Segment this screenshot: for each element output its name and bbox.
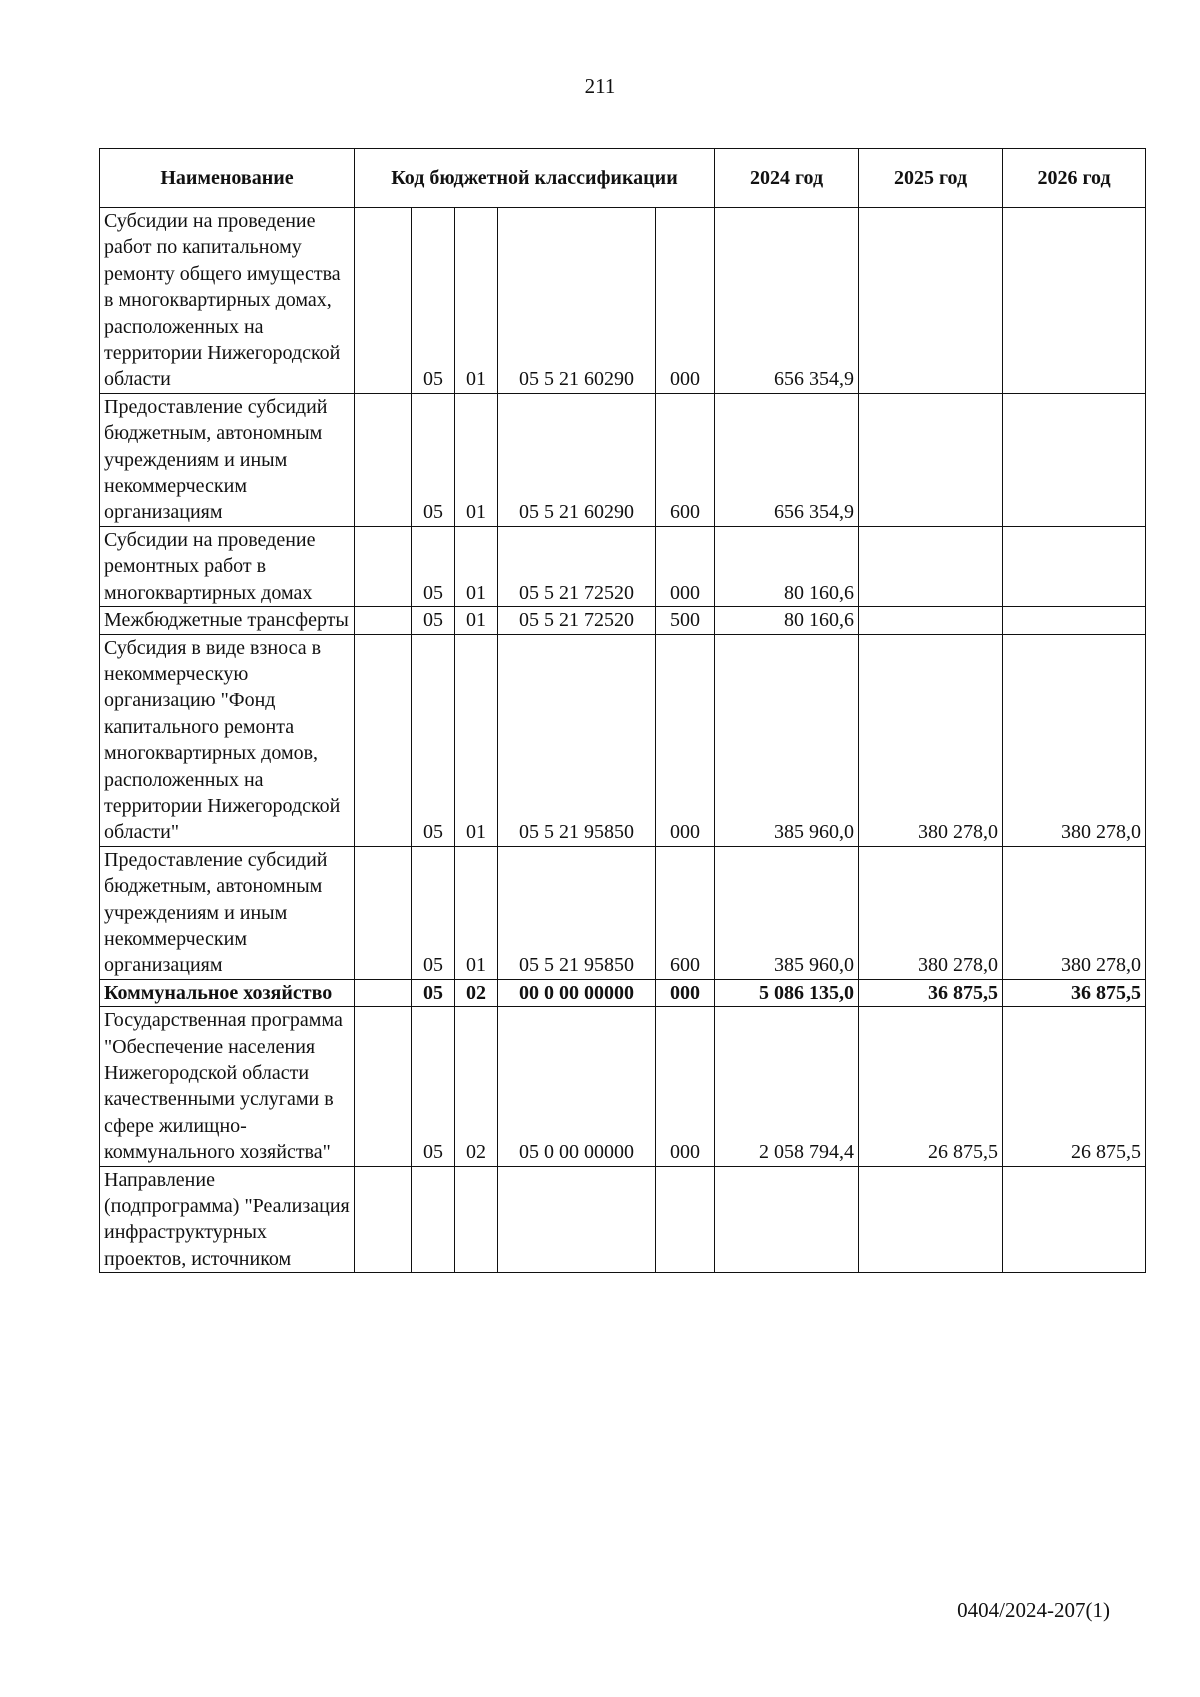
header-name: Наименование (100, 149, 355, 208)
cell-name: Направление (подпрограмма) "Реализация инфраструктурных проектов, источником (100, 1166, 355, 1273)
cell-target-article: 05 5 21 95850 (498, 846, 656, 979)
header-2026: 2026 год (1003, 149, 1146, 208)
cell-name: Предоставление субсидий бюджетным, автономным учреждениям и иным некоммерческим организациям (100, 846, 355, 979)
cell-subsection: 02 (455, 1007, 498, 1166)
document-code: 0404/2024-207(1) (957, 1598, 1110, 1622)
cell-expense-type: 000 (656, 208, 715, 394)
cell-subsection (455, 1166, 498, 1273)
cell-target-article: 05 5 21 72520 (498, 526, 656, 606)
cell-code-blank (355, 634, 412, 846)
cell-2024: 80 160,6 (715, 526, 859, 606)
cell-2024: 5 086 135,0 (715, 979, 859, 1006)
cell-section: 05 (412, 1007, 455, 1166)
cell-target-article: 05 5 21 72520 (498, 607, 656, 634)
table-row (100, 846, 1146, 979)
cell-subsection: 01 (455, 607, 498, 634)
cell-expense-type: 500 (656, 607, 715, 634)
cell-target-article (498, 1166, 656, 1273)
cell-subsection: 01 (455, 634, 498, 846)
cell-expense-type: 600 (656, 393, 715, 526)
header-2024: 2024 год (715, 149, 859, 208)
cell-code-blank (355, 607, 412, 634)
cell-2025: 380 278,0 (859, 634, 1003, 846)
cell-name: Субсидии на проведение ремонтных работ в многоквартирных домах (100, 526, 355, 606)
cell-2025 (859, 1166, 1003, 1273)
table-row (100, 1007, 1146, 1166)
cell-expense-type: 000 (656, 979, 715, 1006)
cell-code-blank (355, 208, 412, 394)
header-2025: 2025 год (859, 149, 1003, 208)
cell-section (412, 1166, 455, 1273)
cell-2026: 380 278,0 (1003, 846, 1146, 979)
table-row (100, 634, 1146, 846)
table-body (100, 208, 1146, 1273)
table-row (100, 393, 1146, 526)
cell-section: 05 (412, 208, 455, 394)
cell-2024: 385 960,0 (715, 634, 859, 846)
cell-2025 (859, 607, 1003, 634)
cell-subsection: 02 (455, 979, 498, 1006)
cell-section: 05 (412, 846, 455, 979)
cell-target-article: 05 5 21 95850 (498, 634, 656, 846)
cell-target-article: 05 5 21 60290 (498, 208, 656, 394)
cell-2024: 2 058 794,4 (715, 1007, 859, 1166)
cell-expense-type: 600 (656, 846, 715, 979)
cell-2024 (715, 1166, 859, 1273)
cell-code-blank (355, 979, 412, 1006)
table-row (100, 607, 1146, 634)
cell-2025 (859, 393, 1003, 526)
table-row (100, 208, 1146, 394)
cell-subsection: 01 (455, 208, 498, 394)
cell-2026 (1003, 1166, 1146, 1273)
cell-2026: 36 875,5 (1003, 979, 1146, 1006)
cell-2025: 380 278,0 (859, 846, 1003, 979)
cell-name: Субсидия в виде взноса в некоммерческую организацию "Фонд капитального ремонта многоквартирных домов, расположенных на территории Нижегородской области" (100, 634, 355, 846)
cell-code-blank (355, 1166, 412, 1273)
cell-subsection: 01 (455, 393, 498, 526)
cell-target-article: 05 0 00 00000 (498, 1007, 656, 1166)
cell-name: Коммунальное хозяйство (100, 979, 355, 1006)
cell-expense-type (656, 1166, 715, 1273)
cell-section: 05 (412, 526, 455, 606)
cell-2026: 26 875,5 (1003, 1007, 1146, 1166)
cell-code-blank (355, 1007, 412, 1166)
cell-subsection: 01 (455, 846, 498, 979)
cell-expense-type: 000 (656, 526, 715, 606)
cell-subsection: 01 (455, 526, 498, 606)
table-row (100, 979, 1146, 1006)
table-row (100, 526, 1146, 606)
cell-name: Государственная программа "Обеспечение населения Нижегородской области качественными услугами в сфере жилищно-коммунального хозяйства" (100, 1007, 355, 1166)
cell-name: Субсидии на проведение работ по капитальному ремонту общего имущества в многоквартирных домах, расположенных на территории Нижегородской области (100, 208, 355, 394)
cell-section: 05 (412, 634, 455, 846)
cell-2026 (1003, 208, 1146, 394)
cell-code-blank (355, 526, 412, 606)
header-code: Код бюджетной классификации (355, 149, 715, 208)
cell-name: Межбюджетные трансферты (100, 607, 355, 634)
cell-2025: 36 875,5 (859, 979, 1003, 1006)
cell-code-blank (355, 393, 412, 526)
cell-2024: 656 354,9 (715, 393, 859, 526)
cell-2025 (859, 526, 1003, 606)
cell-2026 (1003, 393, 1146, 526)
cell-2025: 26 875,5 (859, 1007, 1003, 1166)
cell-2024: 385 960,0 (715, 846, 859, 979)
cell-2026 (1003, 607, 1146, 634)
table-row (100, 1166, 1146, 1273)
cell-target-article: 05 5 21 60290 (498, 393, 656, 526)
cell-section: 05 (412, 979, 455, 1006)
budget-table (99, 148, 1146, 1273)
cell-section: 05 (412, 393, 455, 526)
cell-2026 (1003, 526, 1146, 606)
header-row (100, 149, 1146, 208)
cell-2025 (859, 208, 1003, 394)
page-number: 211 (584, 74, 616, 98)
cell-2024: 656 354,9 (715, 208, 859, 394)
cell-section: 05 (412, 607, 455, 634)
cell-name: Предоставление субсидий бюджетным, автономным учреждениям и иным некоммерческим организациям (100, 393, 355, 526)
cell-expense-type: 000 (656, 1007, 715, 1166)
cell-2026: 380 278,0 (1003, 634, 1146, 846)
cell-2024: 80 160,6 (715, 607, 859, 634)
cell-code-blank (355, 846, 412, 979)
cell-target-article: 00 0 00 00000 (498, 979, 656, 1006)
cell-expense-type: 000 (656, 634, 715, 846)
